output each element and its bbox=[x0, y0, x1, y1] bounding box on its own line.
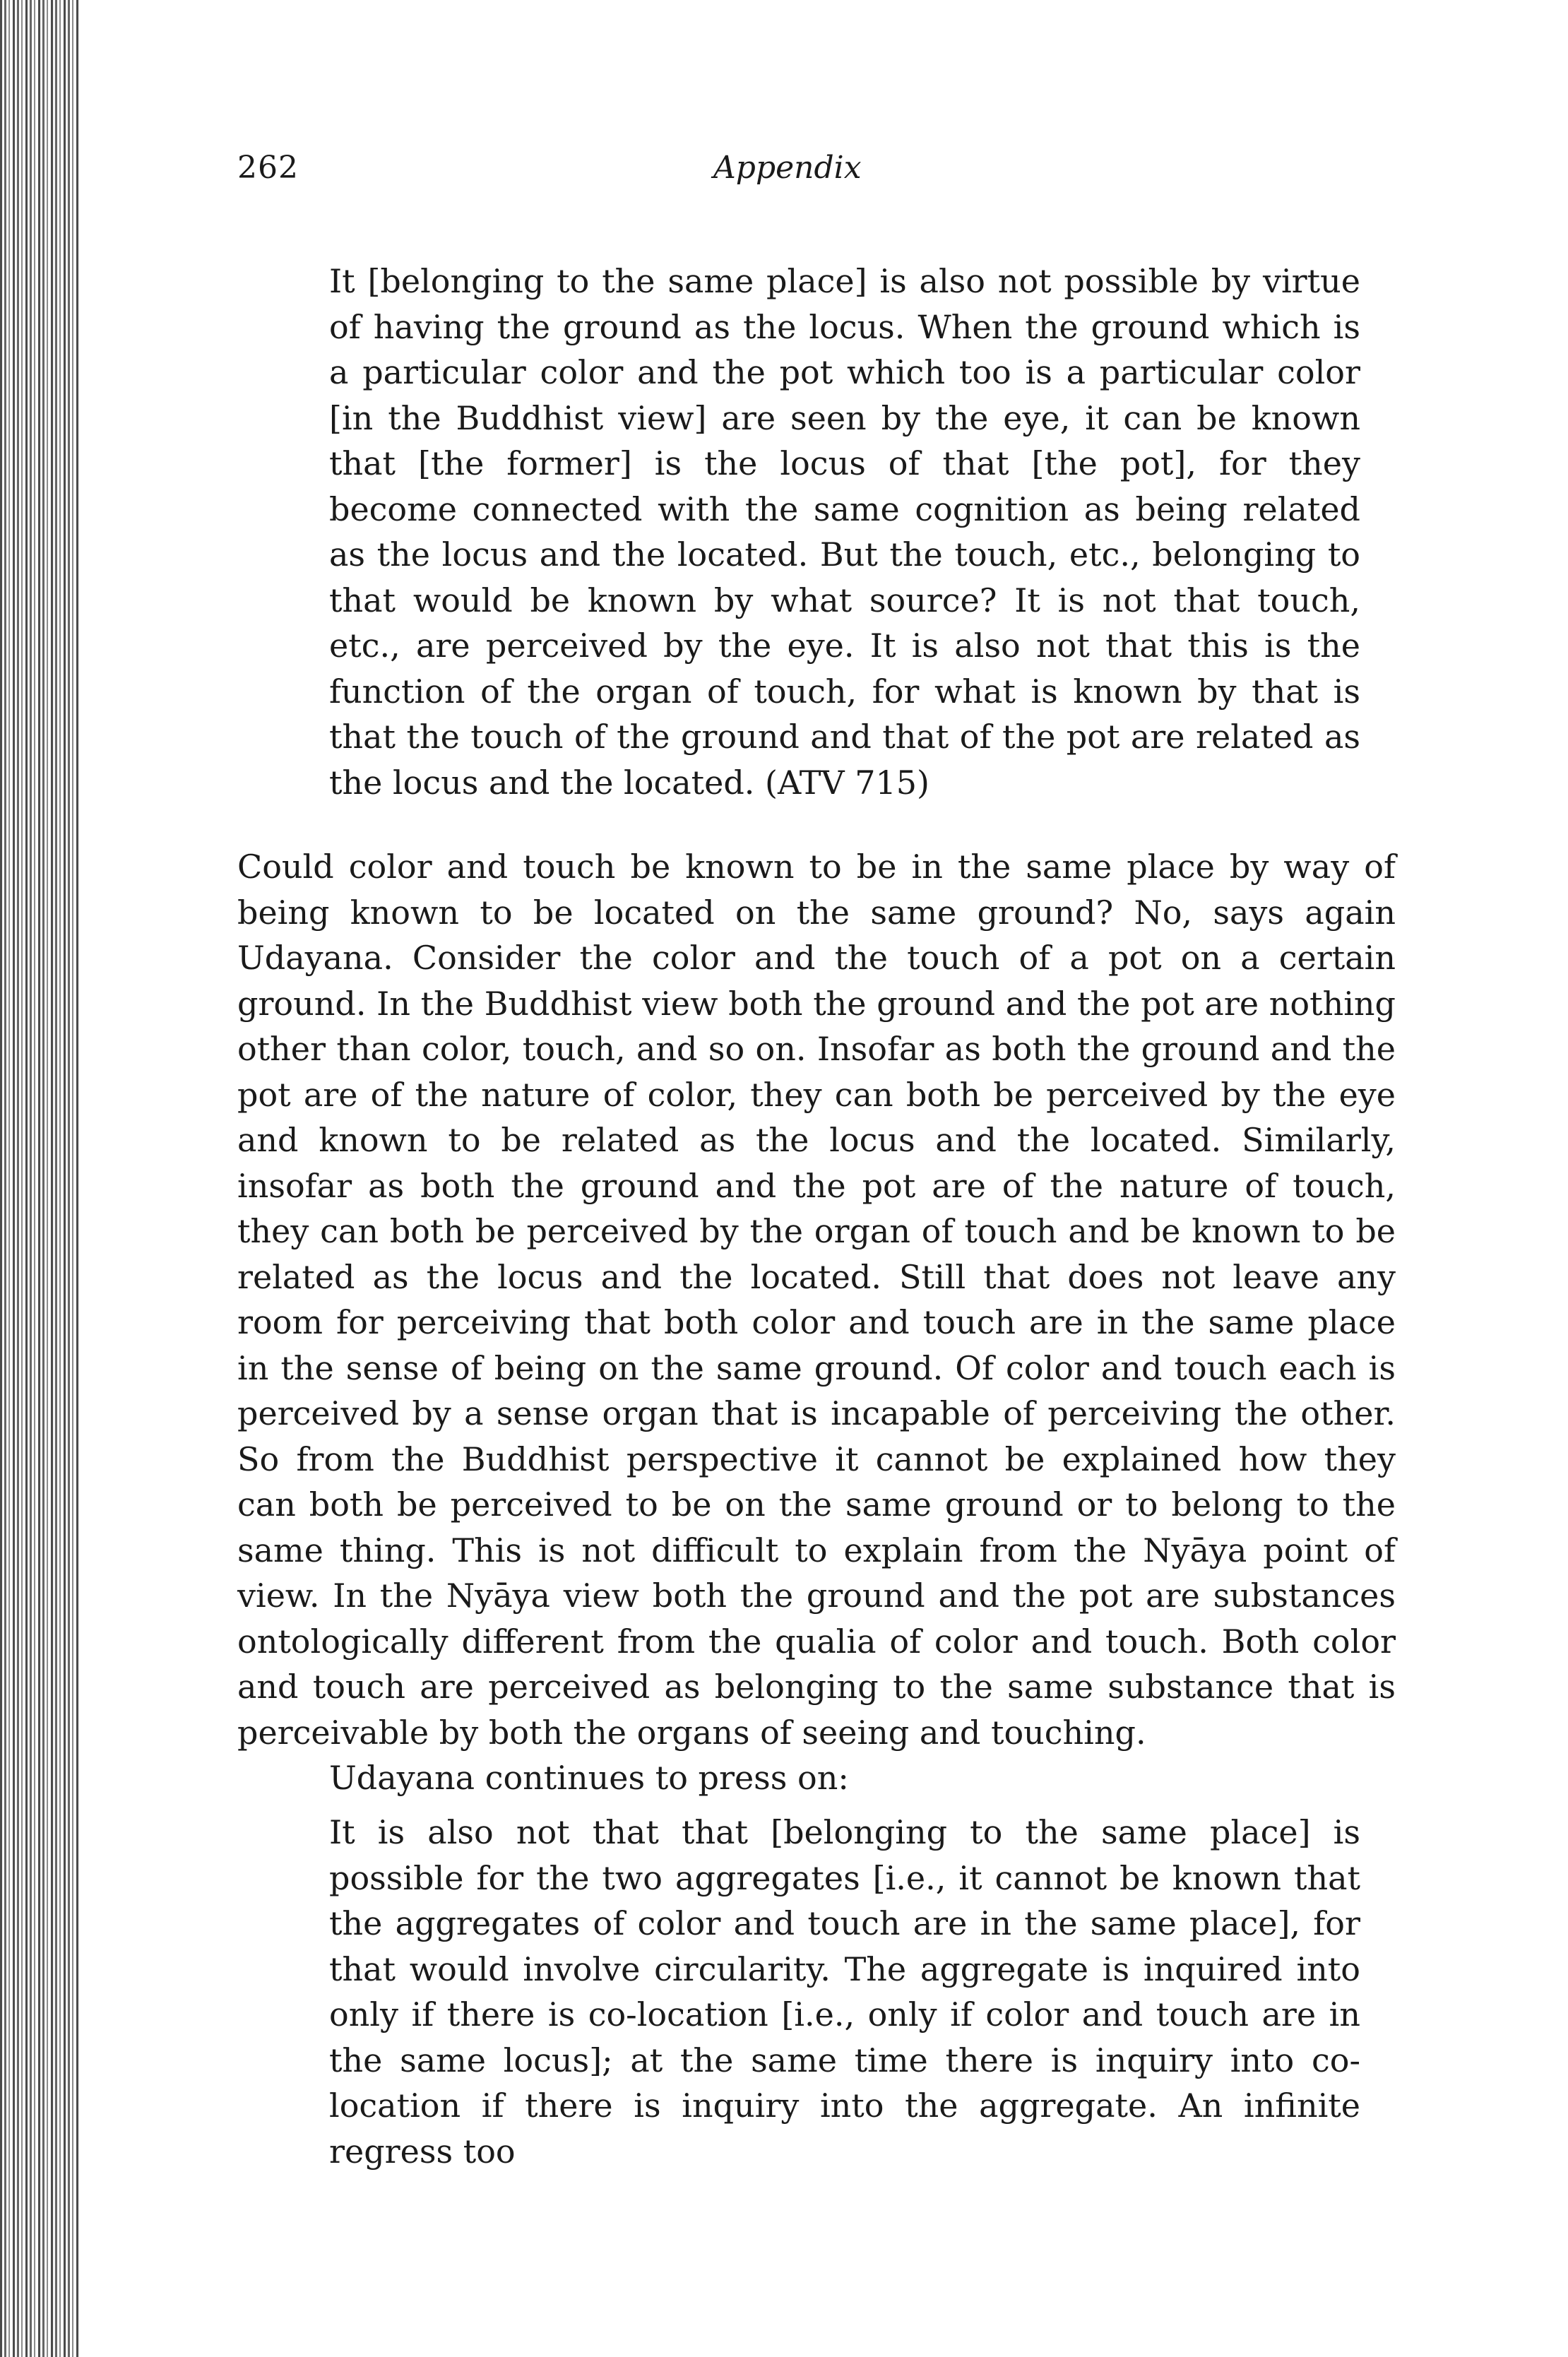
body-paragraph-lead-in: Udayana continues to press on: bbox=[329, 1759, 849, 1797]
block-quote-aggregates bbox=[329, 1810, 1360, 2174]
page-number: 262 bbox=[237, 150, 299, 186]
block-quote-atv-715 bbox=[329, 259, 1360, 805]
body-paragraph: Could color and touch be known to be in the same place by way of being known to be located on the same ground? No, says again Udayana. Consider the color and the touch of a pot on a certain ground. In the Buddhist view both the ground and the pot are nothing other than color, touch, and so on. Insofar as both the ground and the pot are of the nature of color, they can both be perceived by the eye and known to be related as the locus and the located. Similarly, insofar as both the ground and the pot are of the nature of touch, they can both be perceived by the organ of touch and be known to be related as the locus and the located. Still that does not leave any room for perceiving that both color and touch are in the same place in the sense of being on the same ground. Of color and touch each is perceived by a sense organ that is incapable of perceiving the other. So from the Buddhist perspective it cannot be explained how they can both be perceived to be on the same ground or to belong to the same thing. This is not difficult to explain from the Nyāya point of view. In the Nyāya view both the ground and the pot are substances ontologically different from the qualia of color and touch. Both color and touch are perceived as belonging to the same substance that is perceivable by both the organs of seeing and touching. bbox=[237, 848, 1396, 1752]
quote-paragraph: It [belonging to the same place] is also not possible by virtue of having the ground as the locus. When the ground which is a particular color and the pot which too is a particular color [in the Buddhist view] are seen by the eye, it can be known that [the former] is the locus of that [the pot], for they become connected with the same cognition as being related as the locus and the located. But the touch, etc., belonging to that would be known by what source? It is not that touch, etc., are perceived by the eye. It is also not that this is the function of the organ of touch, for what is known by that is that the touch of the ground and that of the pot are related as the locus and the located. (ATV 715) bbox=[329, 262, 1360, 802]
book-binding-edge bbox=[0, 0, 79, 2357]
quote-paragraph: It is also not that that [belonging to the same place] is possible for the two aggregates [i.e., it cannot be known that the aggregates of color and touch are in the same place], for that would involve circularity. The aggregate is inquired into only if there is co-location [i.e., only if color and touch are in the same locus]; at the same time there is inquiry into co-location if there is inquiry into the aggregate. An infinite regress too bbox=[329, 1813, 1360, 2171]
body-text bbox=[237, 844, 1396, 1801]
running-title: Appendix bbox=[713, 150, 862, 186]
